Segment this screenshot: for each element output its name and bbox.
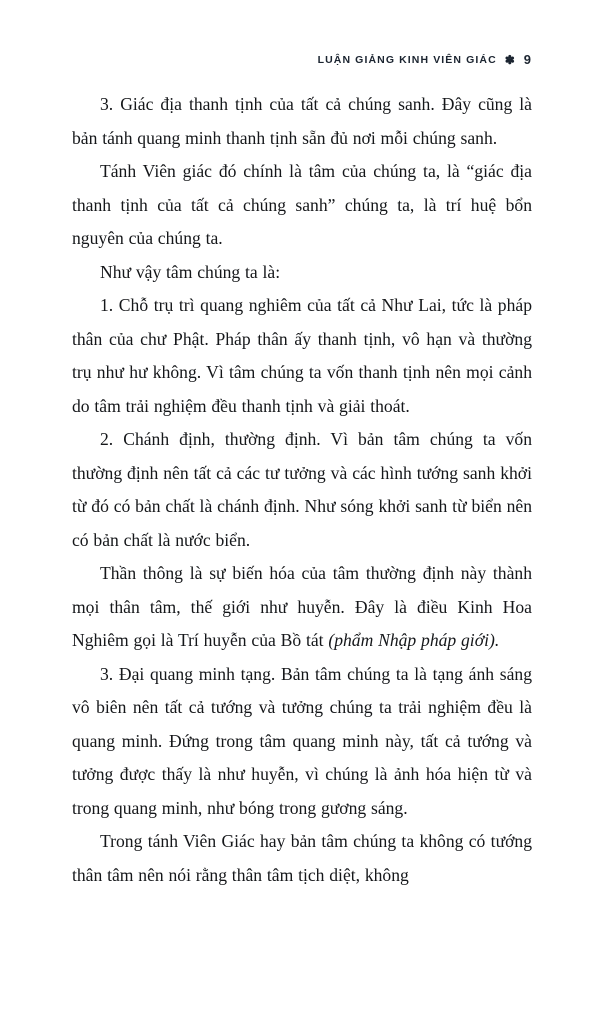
paragraph-with-italic: Thần thông là sự biến hóa của tâm thường định này thành mọi thân tâm, thế giới như huyễn. Đây là điều Kinh Hoa Nghiêm gọi là Trí huyễn của Bồ tát (phẩm Nhập pháp giới). [72, 563, 532, 650]
page-number: 9 [523, 52, 531, 67]
paragraph: 2. Chánh định, thường định. Vì bản tâm chúng ta vốn thường định nên tất cả các tư tưởng và các hình tướng sanh khởi từ đó có bản chất là chánh định. Như sóng khởi sanh từ biển nên có bản chất là nước biển. [72, 429, 532, 550]
running-title: LUẬN GIẢNG KINH VIÊN GIÁC [317, 53, 497, 66]
paragraph: 1. Chỗ trụ trì quang nghiêm của tất cả Như Lai, tức là pháp thân của chư Phật. Pháp thân ấy thanh tịnh, vô hạn và thường trụ như hư không. Vì tâm chúng ta vốn thanh tịnh nên mọi cảnh do tâm trải nghiệm đều thanh tịnh và giải thoát. [72, 295, 532, 416]
flower-icon: ✽ [504, 53, 516, 67]
page-header [318, 52, 531, 67]
paragraph: Trong tánh Viên Giác hay bản tâm chúng ta không có tướng thân tâm nên nói rằng thân tâm tịch diệt, không [72, 831, 532, 885]
paragraph: 3. Đại quang minh tạng. Bản tâm chúng ta là tạng ánh sáng vô biên nên tất cả tướng và tưởng chúng ta trải nghiệm đều là quang minh. Đứng trong tâm quang minh này, tất cả tướng và tưởng được thấy là như huyễn, vì chúng là ảnh hóa hiện từ và trong quang minh, như bóng trong gương sáng. [72, 663, 532, 818]
paragraph: Như vậy tâm chúng ta là: [100, 261, 281, 282]
italic-citation: (phẩm Nhập pháp giới). [328, 630, 500, 650]
paragraph: Tánh Viên giác đó chính là tâm của chúng ta, là “giác địa thanh tịnh của tất cả chúng sanh” chúng ta, là trí huệ bổn nguyên của chúng ta. [72, 161, 532, 248]
body-text [72, 88, 532, 892]
paragraph: 3. Giác địa thanh tịnh của tất cả chúng sanh. Đây cũng là bản tánh quang minh thanh tịnh sẵn đủ nơi mỗi chúng sanh. [72, 94, 532, 148]
